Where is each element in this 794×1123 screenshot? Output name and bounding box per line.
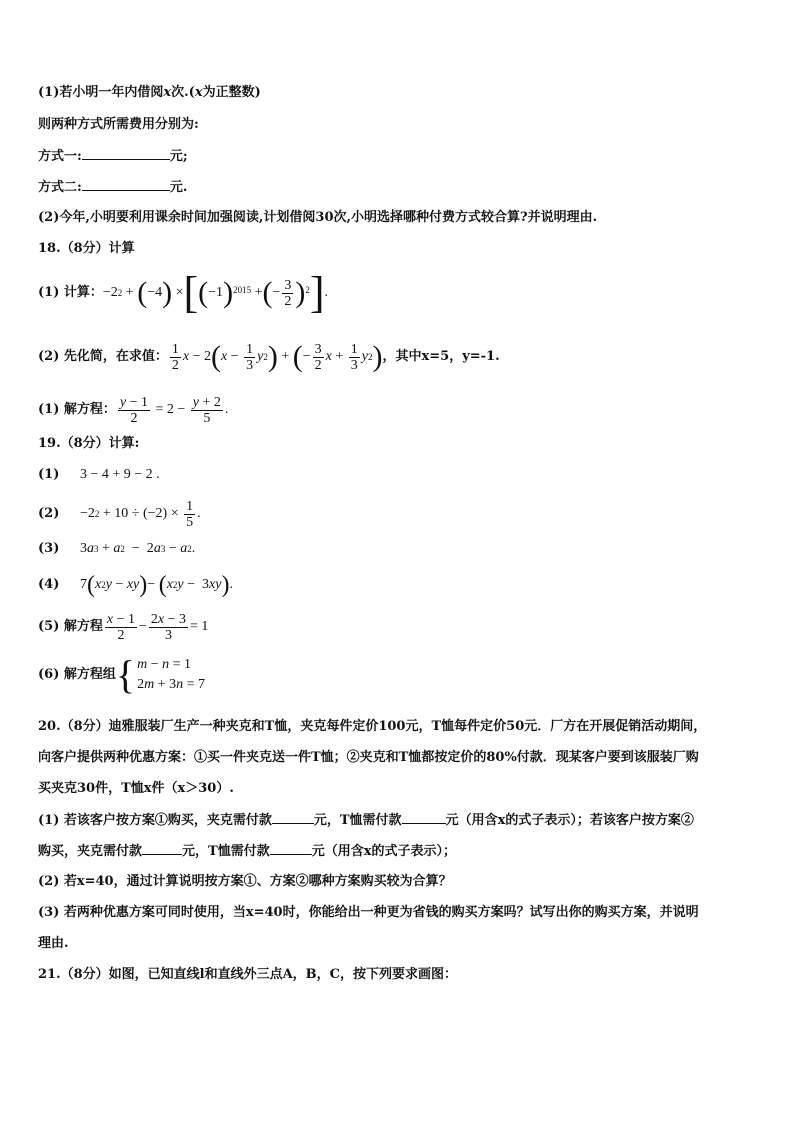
q21-line1: 21.（8分）如图，已知直线l和直线外三点A，B，C，按下列要求画图： xyxy=(38,967,458,982)
q17-method1: 方式一: 元; xyxy=(38,149,188,164)
q17-part1: (1)若小明一年内借阅x次.(x为正整数) xyxy=(38,85,261,100)
q17-method2: 方式二: 元. xyxy=(38,180,188,195)
math-expression: $\frac{y - 1}{2}$ = 2 − $\frac{y + 2}{5}$ . xyxy=(119,394,229,426)
q19-item4: (4) 7 ( x 2 y − xy ) − ( x 2 y − 3 xy ) . xyxy=(38,572,233,598)
q20-line6: (2) 若x=40，通过计算说明按方案①、方案②哪种方案购买较为合算？ xyxy=(38,874,452,889)
math-expression: −2 2 + ( −4 ) × [ ( −1 ) $^{2015}$ + ( − $\frac{3}{2}$ ) $^2$ ] . xyxy=(102,268,329,317)
q18-item1: (1) 计算： −2 2 + ( −4 ) × [ ( −1 ) $^{2015}$ + ( − $\frac{3}{2}$ ) $^2$ ] . xyxy=(38,268,329,317)
q19-item3: (3) 3 a 3 + a 2 − 2 a 3 − a 2 . xyxy=(38,541,196,556)
q18-title: 18.（8分）计算 xyxy=(38,241,135,256)
q20-line2: 向客户提供两种优惠方案：①买一件夹克送一件T恤；②夹克和T恤都按定价的80%付款．现某客户要到该服装厂购 xyxy=(38,750,699,765)
answer-blank xyxy=(82,147,170,160)
q17-part2: (2)今年,小明要利用课余时间加强阅读,计划借阅30次,小明选择哪种付费方式较合算?并说明理由. xyxy=(38,210,598,225)
q20-line5: 购买，夹克需付款 元，T恤需付款 元（用含x的式子表示）； xyxy=(38,844,456,859)
q19-item1: (1) 3 − 4 + 9 − 2 . xyxy=(38,467,160,482)
q18-item2: (2) 先化简，在求值： $\frac{1}{2}$ x − 2 ( x − $\frac{1}{3}$ y 2 ) + ( − $\frac{3}{2}$ x + $\frac{1}{3}$ y 2 ) ，其中 x=5，y=-1. xyxy=(38,340,500,373)
q18-item3: (1) 解方程： $\frac{y - 1}{2}$ = 2 − $\frac{y + 2}{5}$ . xyxy=(38,394,229,426)
answer-blank xyxy=(272,811,314,824)
q20-line3: 买夹克30件，T恤x件（x＞30）. xyxy=(38,781,234,796)
answer-blank xyxy=(270,842,312,855)
answer-blank xyxy=(402,811,446,824)
q17-intro: 则两种方式所需费用分别为: xyxy=(38,117,199,132)
q19-title: 19.（8分）计算: xyxy=(38,436,140,451)
q20-line4: (1) 若该客户按方案①购买，夹克需付款 元，T恤需付款 元（用含x的式子表示）；若该客户按方案② xyxy=(38,813,694,828)
math-expression: $\frac{1}{2}$ x − 2 ( x − $\frac{1}{3}$ y 2 ) + ( − $\frac{3}{2}$ x + $\frac{1}{3}$ y 2 ) xyxy=(171,340,383,373)
q19-item5: (5) 解方程 $\frac{x - 1}{2}$ − $\frac{2x - 3}{3}$ = 1 xyxy=(38,611,209,643)
q19-item2: (2) −2 2 + 10 ÷ (−2) × $\frac{1}{5}$ . xyxy=(38,498,201,530)
q20-line7: (3) 若两种优惠方案可同时使用，当x=40时，你能给出一种更为省钱的购买方案吗？试写出你的购买方案，并说明 xyxy=(38,905,699,920)
q19-item6: (6) 解方程组 { m − n = 1 2m + 3n = 7 xyxy=(38,652,206,697)
q20-line8: 理由. xyxy=(38,936,69,951)
answer-blank xyxy=(142,842,182,855)
answer-blank xyxy=(82,178,170,191)
q20-line1: 20.（8分）迪雅服装厂生产一种夹克和T恤，夹克每件定价100元，T恤每件定价50元．厂方在开展促销活动期间， xyxy=(38,719,707,734)
